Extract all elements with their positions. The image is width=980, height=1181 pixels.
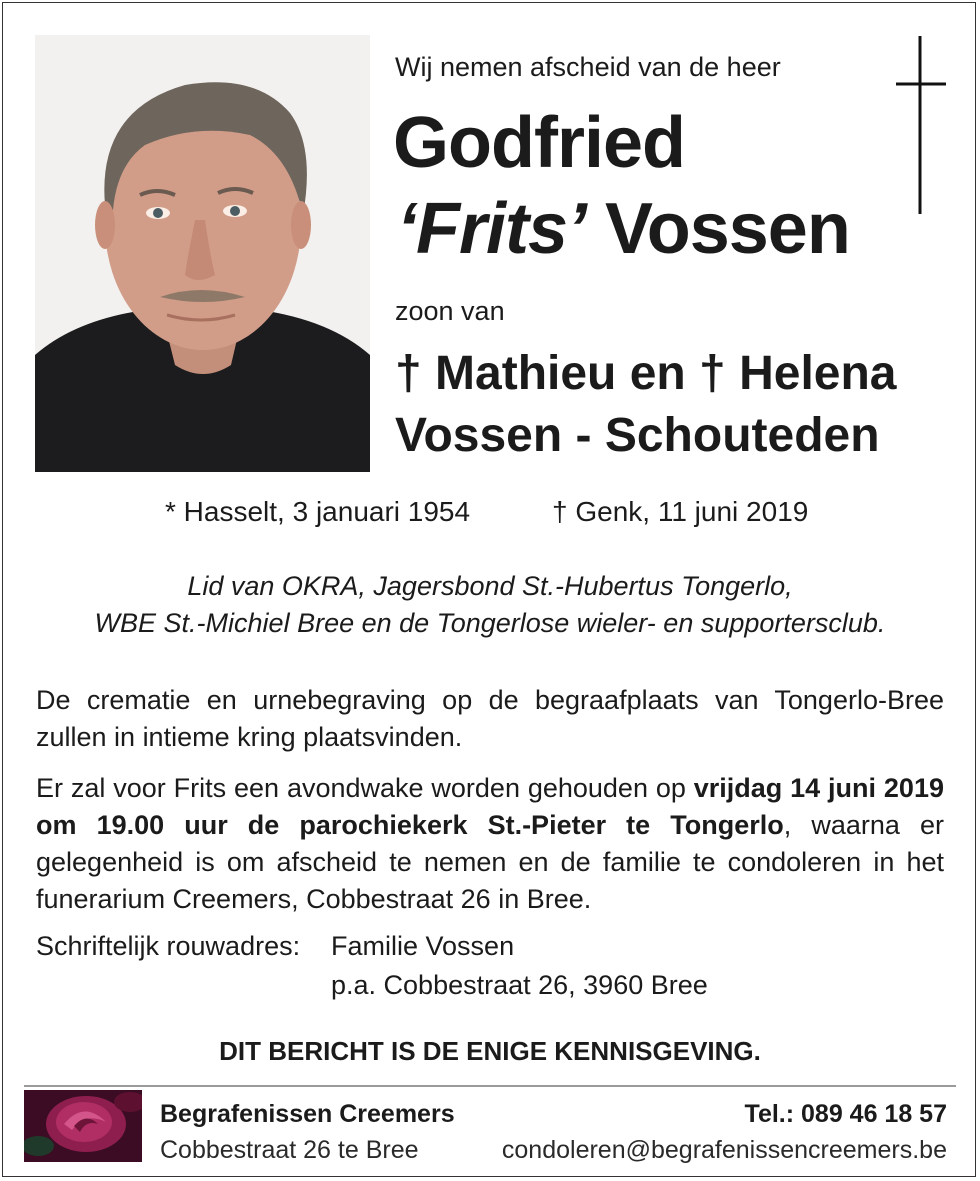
death-date: † Genk, 11 juni 2019 <box>552 496 809 527</box>
memberships-line-2: WBE St.-Michiel Bree en de Tongerlose wieler- en supportersclub. <box>94 608 886 638</box>
cross-icon <box>896 36 948 216</box>
funeral-home-email[interactable]: condoleren@begrafenissencreemers.be <box>501 1136 947 1164</box>
portrait-photo <box>35 35 370 472</box>
intro-text: Wij nemen afscheid van de heer <box>395 52 781 82</box>
rose-image <box>24 1090 142 1162</box>
cremation-paragraph: De crematie en urnebegraving op de begraafplaats van Tongerlo-Bree zullen in intieme kring plaatsvinden. <box>36 685 944 752</box>
vigil-text-end: , waarna er gelegenheid is om afscheid te nemen en de familie te condoleren in het funerarium Creemers, Cobbestraat 26 in Bree. <box>36 810 944 914</box>
birth-date: * Hasselt, 3 januari 1954 <box>165 496 471 527</box>
parents-line-2: Vossen - Schouteden <box>395 409 880 462</box>
vigil-text-start: Er zal voor Frits een avondwake worden gehouden op <box>36 773 694 803</box>
memberships-line-1: Lid van OKRA, Jagersbond St.-Hubertus Tongerlo, <box>187 571 793 601</box>
parents-line-1: † Mathieu en † Helena <box>395 347 897 400</box>
deceased-name-line <box>397 186 850 272</box>
deceased-first-name: Godfried <box>393 103 685 183</box>
mourning-address-line-2: p.a. Cobbestraat 26, 3960 Bree <box>331 970 708 1000</box>
son-of-label: zoon van <box>395 296 505 326</box>
vigil-paragraph <box>36 770 944 918</box>
funeral-home-address: Cobbestraat 26 te Bree <box>160 1136 419 1164</box>
mourning-address-line-1: Familie Vossen <box>331 931 515 961</box>
funeral-home-phone[interactable]: Tel.: 089 46 18 57 <box>744 1100 947 1128</box>
sole-notice: DIT BERICHT IS DE ENIGE KENNISGEVING. <box>219 1036 761 1066</box>
vigil-datetime-location: vrijdag 14 juni 2019 om 19.00 uur de parochiekerk St.-Pieter te Tongerlo <box>36 773 944 840</box>
deceased-nickname: ‘Frits’ <box>397 189 587 269</box>
funeral-home-name: Begrafenissen Creemers <box>160 1100 455 1128</box>
deceased-last-name: Vossen <box>605 189 850 269</box>
footer-divider <box>24 1085 956 1087</box>
mourning-address-label: Schriftelijk rouwadres: <box>36 931 301 961</box>
